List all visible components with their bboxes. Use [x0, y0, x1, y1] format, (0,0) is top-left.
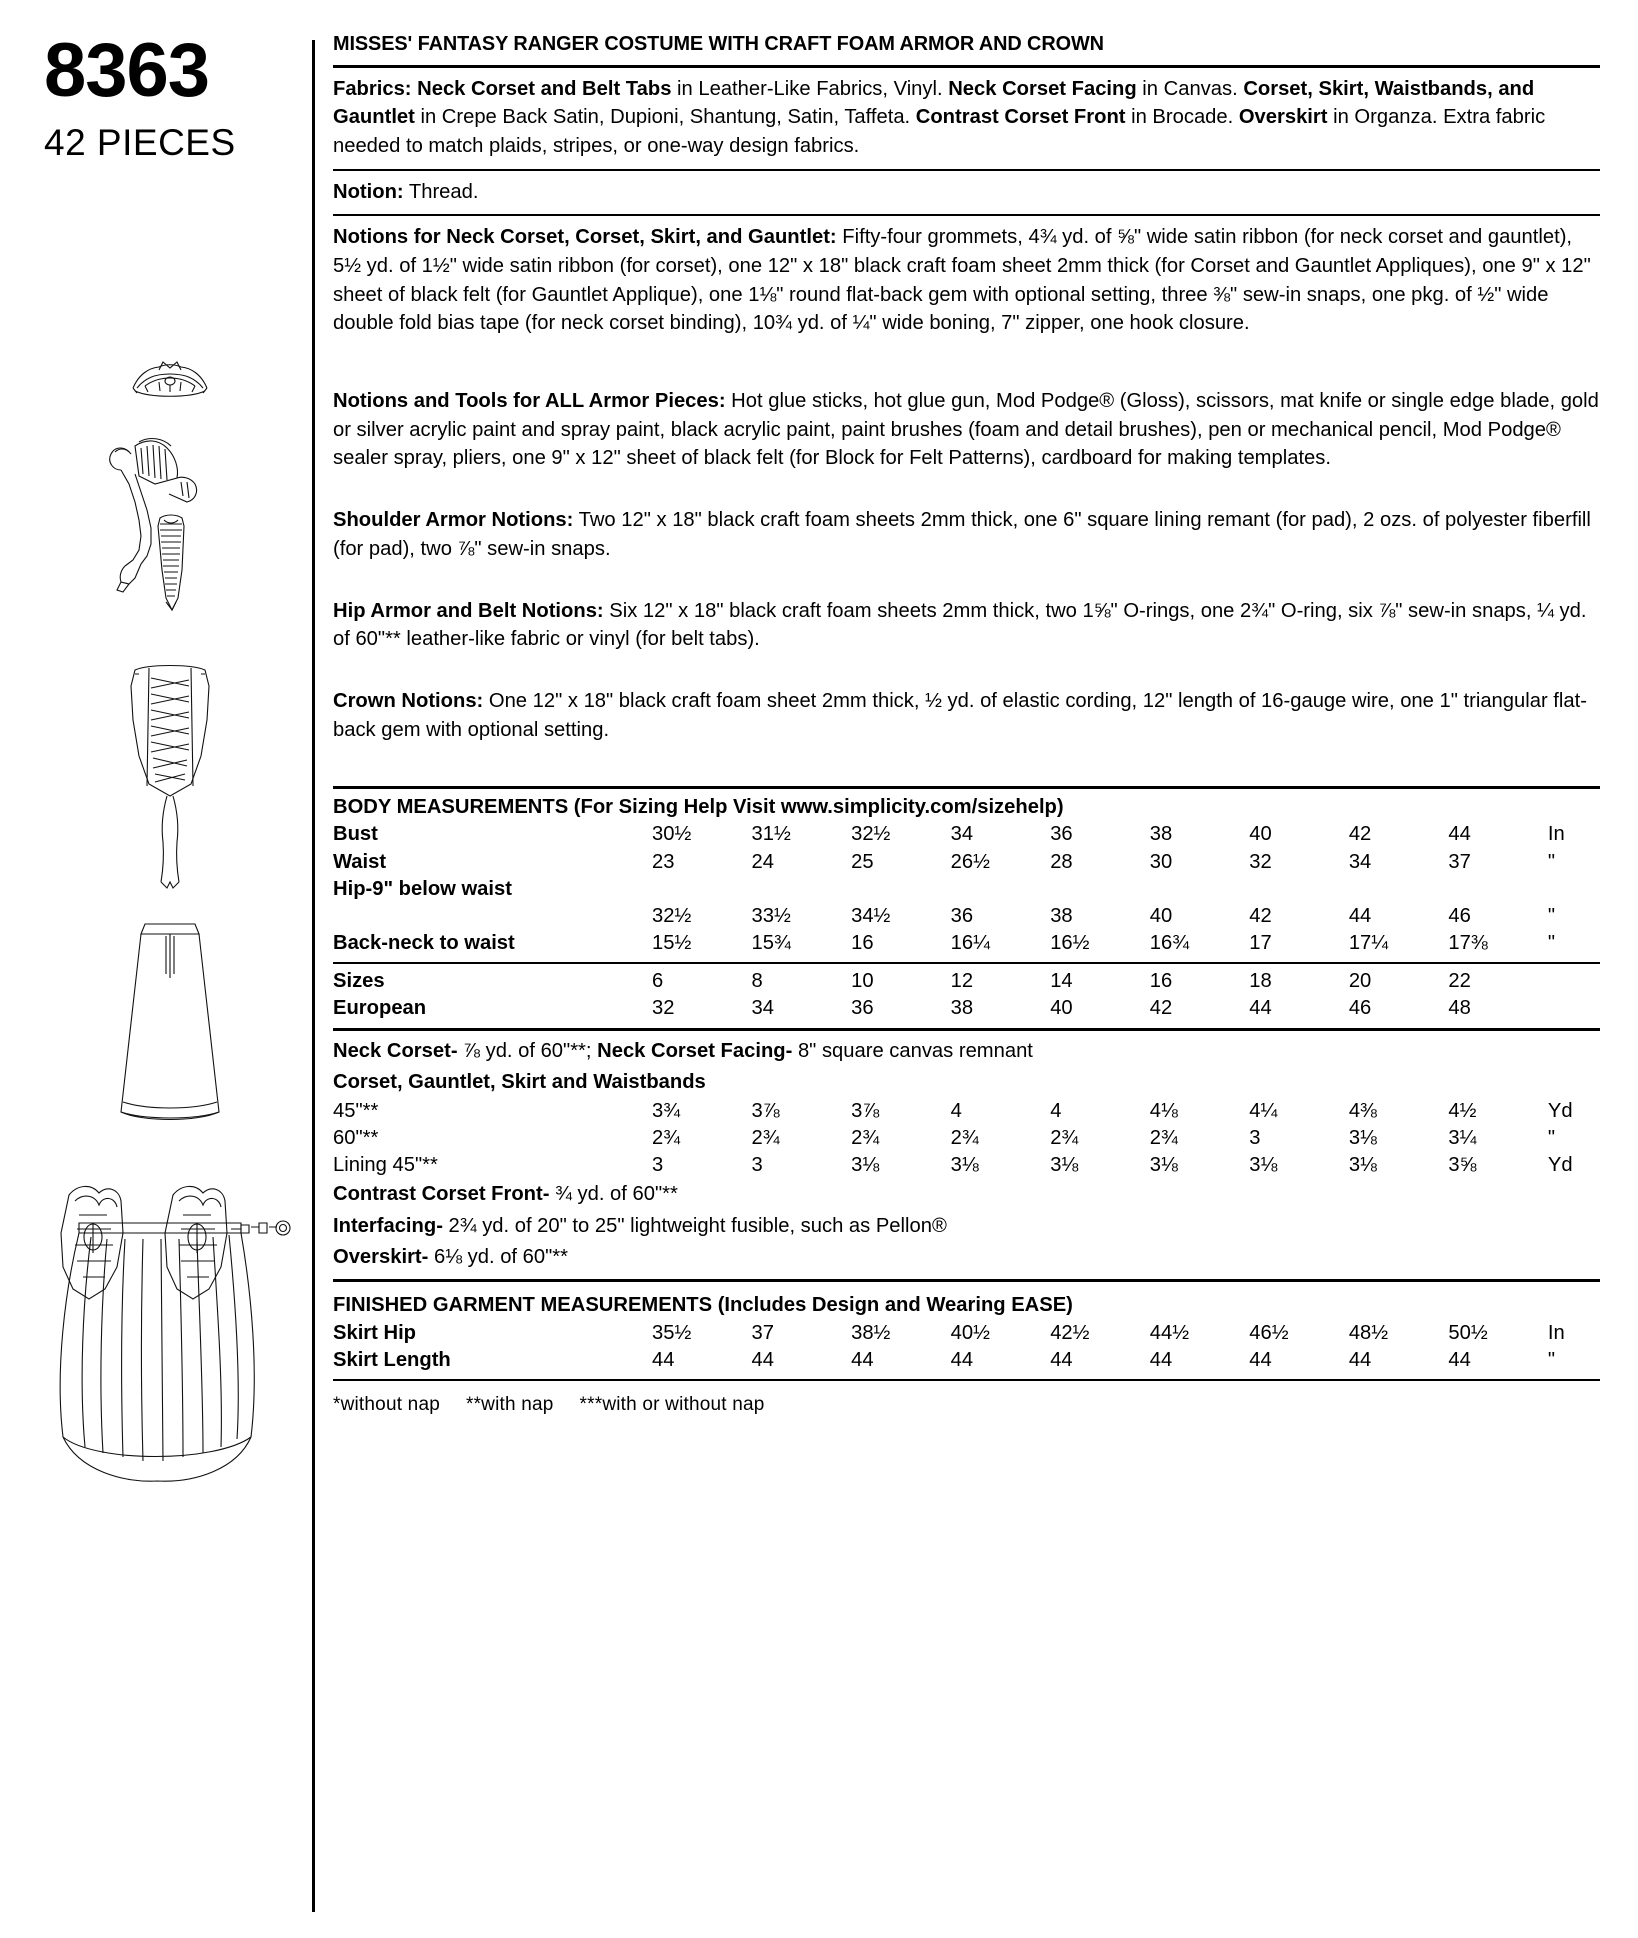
row-value: 33½	[751, 904, 791, 927]
row-value: 3¾	[652, 1100, 681, 1123]
table-row	[333, 1347, 1600, 1374]
table-row	[333, 930, 1600, 957]
row-value: 36	[950, 904, 974, 927]
row-value: 6	[652, 969, 664, 992]
sizes-table	[333, 968, 1600, 1022]
row-value: 14	[1050, 969, 1073, 992]
row-value: 25	[851, 850, 874, 873]
row-value: 40	[1050, 996, 1073, 1019]
row-value: 3⅛	[950, 1154, 979, 1177]
row-unit	[1548, 995, 1600, 1022]
row-value: 42	[1249, 904, 1272, 927]
yardage-table	[333, 1098, 1600, 1179]
sizes-rows	[333, 968, 1600, 1022]
row-value: 24	[751, 850, 775, 873]
divider-sizes	[333, 962, 1600, 964]
row-value: 42	[1348, 823, 1372, 846]
row-unit	[1548, 876, 1600, 903]
row-value	[752, 876, 852, 903]
row-value: 3⅛	[1050, 1154, 1079, 1177]
crown-notions-paragraph: Crown Notions: One 12" x 18" black craft foam sheet 2mm thick, ½ yd. of elastic cording, 12" length of 16-gauge wire, one 1" triangular flat-back gem with optional setting.	[333, 689, 1587, 741]
row-value: 44	[1348, 1348, 1372, 1371]
row-value: 2¾	[950, 1127, 979, 1150]
yardage-extra-line: Contrast Corset Front- ¾ yd. of 60"**	[333, 1183, 678, 1206]
row-value: 44	[950, 1348, 974, 1371]
row-value: 34½	[851, 904, 891, 927]
row-value: 8	[751, 969, 763, 992]
row-value: 38½	[851, 1321, 891, 1344]
notion-paragraph: Notion: Thread.	[333, 180, 479, 203]
table-row	[333, 1098, 1600, 1125]
shoulder-armor-paragraph: Shoulder Armor Notions: Two 12" x 18" black craft foam sheets 2mm thick, one 6" square lining remant (for pad), 2 ozs. of polyester fiberfill (for pad), two ⅞" sew-in snaps.	[333, 509, 1591, 560]
finished-measurements-heading: FINISHED GARMENT MEASUREMENTS (Includes Design and Wearing EASE)	[333, 1294, 1073, 1317]
neck-corset-yardage-line: Neck Corset- ⅞ yd. of 60"**; Neck Corset Facing- 8" square canvas remnant	[333, 1039, 1033, 1062]
row-value: 26½	[950, 850, 990, 873]
row-label	[333, 903, 652, 930]
row-unit: "	[1547, 931, 1556, 954]
row-value: 34	[751, 996, 775, 1019]
finished-measurements-rows	[333, 1320, 1600, 1374]
row-value	[1150, 876, 1250, 903]
row-value: 37	[751, 1321, 775, 1344]
row-value: 48	[1448, 996, 1471, 1019]
row-value: 3⅛	[1149, 1154, 1178, 1177]
row-value: 44	[851, 1348, 874, 1371]
table-row	[333, 1152, 1600, 1179]
row-value: 32½	[652, 904, 692, 927]
row-value: 3⅛	[1348, 1154, 1377, 1177]
spacer-4	[333, 662, 1600, 680]
row-value	[951, 876, 1051, 903]
row-value: 32½	[851, 823, 891, 846]
row-value: 46	[1348, 996, 1372, 1019]
row-value: 44	[1249, 1348, 1272, 1371]
body-measurements-table	[333, 821, 1600, 956]
yardage-extra-line: Interfacing- 2¾ yd. of 20" to 25" lightweight fusible, such as Pellon®	[333, 1214, 947, 1237]
row-value: 40½	[950, 1321, 990, 1344]
row-value: 12	[950, 969, 974, 992]
row-value: 44	[751, 1348, 775, 1371]
row-value	[652, 876, 752, 903]
row-label: Hip-9" below waist	[333, 877, 512, 900]
row-value: 3	[652, 1154, 664, 1177]
row-label: Back-neck to waist	[333, 931, 515, 954]
row-value: 2¾	[1149, 1127, 1178, 1150]
row-value: 32	[652, 996, 675, 1019]
row-label: 45"**	[333, 1100, 379, 1123]
row-value	[1249, 876, 1349, 903]
footnote-item: ***with or without nap	[579, 1393, 765, 1415]
row-value: 46½	[1249, 1321, 1289, 1344]
row-value: 30½	[652, 823, 692, 846]
row-value: 42½	[1050, 1321, 1090, 1344]
row-value: 36	[851, 996, 874, 1019]
row-value: 3⅞	[751, 1100, 780, 1123]
row-value: 42	[1149, 996, 1173, 1019]
row-value	[851, 876, 951, 903]
row-value	[1349, 876, 1449, 903]
row-value: 44	[1448, 823, 1471, 846]
row-value: 30	[1149, 850, 1173, 873]
row-unit: Yd	[1547, 1100, 1573, 1123]
left-illustration-column	[34, 28, 306, 1918]
divider-yardage	[333, 1028, 1600, 1031]
row-value: 10	[851, 969, 874, 992]
spacer-3	[333, 572, 1600, 590]
row-value: 44½	[1149, 1321, 1190, 1344]
yardage-extra-lines	[333, 1179, 1600, 1273]
corset-illustration	[105, 660, 235, 890]
yardage-extra-line: Overskirt- 6⅛ yd. of 60"**	[333, 1246, 568, 1269]
finished-measurements-table	[333, 1320, 1600, 1374]
row-value: 17⅜	[1448, 931, 1488, 954]
row-unit: "	[1547, 1348, 1556, 1371]
row-value: 17	[1249, 931, 1272, 954]
fabrics-paragraph: Fabrics: Neck Corset and Belt Tabs in Leather-Like Fabrics, Vinyl. Neck Corset Facing in Canvas. Corset, Skirt, Waistbands, and Gauntlet in Crepe Back Satin, Dupioni, Shantung, Satin, Taffeta. Contrast Corset Front in Brocade. Overskirt in Organza. Extra fabric needed to match plaids, stripes, or one-way design fabrics.	[333, 77, 1546, 157]
vertical-divider	[312, 40, 315, 1912]
row-value: 18	[1249, 969, 1272, 992]
row-unit: "	[1547, 1127, 1556, 1150]
row-value: 16½	[1050, 931, 1090, 954]
row-value: 38	[1050, 904, 1073, 927]
row-value: 4½	[1448, 1100, 1477, 1123]
skirt-illustration	[103, 916, 238, 1141]
notions-tools-paragraph: Notions and Tools for ALL Armor Pieces: Hot glue sticks, hot glue gun, Mod Podge® (Gloss), scissors, mat knife or single edge blade, gold or silver acrylic paint and spray paint, black acrylic paint, paint brushes (foam and detail brushes), pen or mechanical pencil, Mod Podge® sealer spray, pliers, one 9" x 12" sheet of black felt (for Block for Felt Patterns), cardboard for making templates.	[333, 390, 1599, 470]
row-value: 35½	[652, 1321, 692, 1344]
divider-footnote	[333, 1379, 1600, 1381]
spacer-1	[333, 346, 1600, 380]
row-value: 4	[950, 1100, 962, 1123]
spacer-5	[333, 752, 1600, 786]
row-unit: In	[1547, 1321, 1565, 1344]
row-value: 15¾	[751, 931, 791, 954]
table-row	[333, 1320, 1600, 1347]
row-value: 3	[751, 1154, 763, 1177]
row-label: 60"**	[333, 1127, 379, 1150]
row-value: 44	[1249, 996, 1272, 1019]
row-value: 4	[1050, 1100, 1062, 1123]
row-value: 32	[1249, 850, 1272, 873]
table-row	[333, 1125, 1600, 1152]
table-row	[333, 821, 1600, 848]
row-value: 2¾	[652, 1127, 681, 1150]
row-value: 40	[1249, 823, 1272, 846]
row-value: 3⅞	[851, 1100, 880, 1123]
crown-illustration	[115, 358, 225, 406]
page-title: MISSES' FANTASY RANGER COSTUME WITH CRAFT FOAM ARMOR AND CROWN	[333, 32, 1104, 55]
row-value	[1448, 876, 1548, 903]
row-unit: "	[1547, 850, 1556, 873]
row-value: 46	[1448, 904, 1471, 927]
row-value: 44	[652, 1348, 675, 1371]
divider-finished	[333, 1279, 1600, 1282]
row-label: European	[333, 996, 427, 1019]
row-value: 44	[1050, 1348, 1073, 1371]
row-unit: "	[1547, 904, 1556, 927]
row-unit: Yd	[1547, 1154, 1573, 1177]
row-value: 4⅜	[1348, 1100, 1377, 1123]
table-row	[333, 876, 1600, 903]
footnotes	[333, 1385, 1600, 1416]
row-value: 31½	[751, 823, 791, 846]
row-value: 38	[1149, 823, 1173, 846]
row-value: 44	[1448, 1348, 1471, 1371]
hip-armor-belt-illustration	[45, 1171, 295, 1501]
row-value: 48½	[1348, 1321, 1389, 1344]
table-row	[333, 968, 1600, 995]
row-value: 23	[652, 850, 675, 873]
row-value: 2¾	[1050, 1127, 1079, 1150]
row-value: 3⅛	[1249, 1154, 1278, 1177]
row-value: 16	[851, 931, 874, 954]
footnote-item: *without nap	[333, 1393, 440, 1415]
row-value: 50½	[1448, 1321, 1488, 1344]
spacer-2	[333, 481, 1600, 499]
row-label: Bust	[333, 823, 378, 846]
row-value: 15½	[652, 931, 692, 954]
row-value	[1050, 876, 1150, 903]
yardage-group-heading-text: Corset, Gauntlet, Skirt and Waistbands	[333, 1071, 706, 1094]
table-row	[333, 849, 1600, 876]
table-row	[333, 995, 1600, 1022]
row-value: 16¼	[950, 931, 990, 954]
row-value: 34	[950, 823, 974, 846]
row-value: 3¼	[1448, 1127, 1477, 1150]
row-label: Waist	[333, 850, 387, 873]
row-value: 16	[1149, 969, 1173, 992]
content-column	[333, 28, 1604, 1918]
row-value: 2¾	[751, 1127, 780, 1150]
row-value: 20	[1348, 969, 1372, 992]
row-value: 44	[1149, 1348, 1173, 1371]
row-value: 34	[1348, 850, 1372, 873]
hip-armor-paragraph: Hip Armor and Belt Notions: Six 12" x 18" black craft foam sheets 2mm thick, two 1⅝" O-rings, one 2¾" O-ring, six ⅞" sew-in snaps, ¼ yd. of 60"** leather-like fabric or vinyl (for belt tabs).	[333, 599, 1587, 651]
body-measurements-rows	[333, 821, 1600, 956]
row-value: 4¼	[1249, 1100, 1278, 1123]
row-label: Lining 45"**	[333, 1154, 438, 1177]
row-label: Skirt Hip	[333, 1321, 417, 1344]
notions-main-paragraph: Notions for Neck Corset, Corset, Skirt, and Gauntlet: Fifty-four grommets, 4¾ yd. of ⅝" wide satin ribbon (for neck corset and gauntlet), 5½ yd. of 1½" wide satin ribbon (for corset), one 12" x 18" black craft foam sheet 2mm thick (for Corset and Gauntlet Appliques), one 9" x 12" sheet of black felt (for Gauntlet Applique), one 1⅛" round flat-back gem with optional setting, three ⅜" sew-in snaps, one pkg. of ½" wide double fold bias tape (for neck corset binding), 10¾ yd. of ¼" wide boning, 7" zipper, one hook closure.	[333, 226, 1591, 335]
row-value: 37	[1448, 850, 1471, 873]
pieces-count: 42 PIECES	[44, 121, 236, 163]
row-value: 38	[950, 996, 974, 1019]
row-label: Skirt Length	[333, 1348, 451, 1371]
row-value: 3	[1249, 1127, 1261, 1150]
row-value: 44	[1348, 904, 1372, 927]
row-unit: In	[1547, 823, 1565, 846]
illustration-stack	[34, 358, 306, 1501]
row-unit	[1548, 968, 1600, 995]
body-measurements-heading: BODY MEASUREMENTS (For Sizing Help Visit www.simplicity.com/sizehelp)	[333, 796, 1064, 819]
yardage-group-heading	[333, 1067, 1600, 1098]
table-row	[333, 903, 1600, 930]
yardage-rows	[333, 1098, 1600, 1179]
row-value: 17¼	[1348, 931, 1389, 954]
row-label: Sizes	[333, 969, 385, 992]
row-value: 4⅛	[1149, 1100, 1178, 1123]
row-value: 36	[1050, 823, 1073, 846]
row-value: 22	[1448, 969, 1471, 992]
row-value: 3⅝	[1448, 1154, 1477, 1177]
row-value: 2¾	[851, 1127, 880, 1150]
row-value: 40	[1149, 904, 1173, 927]
row-value: 28	[1050, 850, 1073, 873]
row-value: 3⅛	[1348, 1127, 1377, 1150]
row-value: 16¾	[1149, 931, 1190, 954]
pattern-number: 8363	[44, 28, 210, 113]
footnote-item: **with nap	[465, 1393, 554, 1415]
row-value: 3⅛	[851, 1154, 880, 1177]
